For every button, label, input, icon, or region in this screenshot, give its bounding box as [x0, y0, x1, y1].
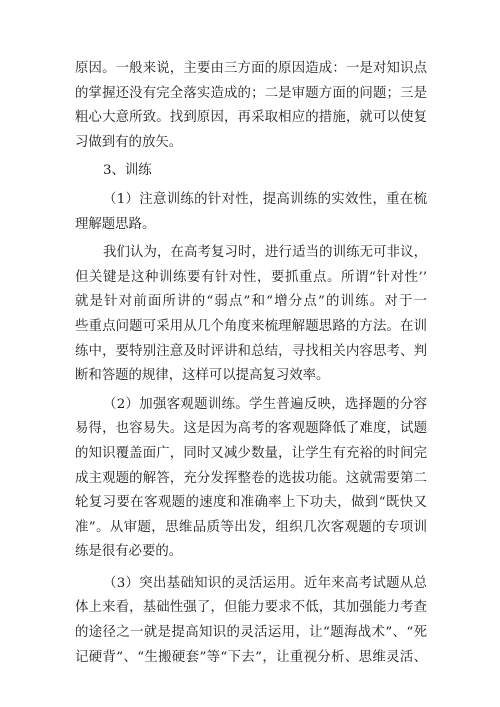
section-heading: 3、训练: [103, 163, 152, 179]
text-line: 的知识覆盖面广，同时又减少数量，让学生有充裕的时间完: [75, 445, 427, 461]
subheading-line: （2）加强客观题训练。学生普遍反映，选择题的分容: [103, 396, 427, 412]
text-line: 记硬背”、“生搬硬套”等“下去”，让重视分析、思维灵活、: [75, 649, 427, 665]
text-line: 就是针对前面所讲的“弱点”和“增分点”的训练。对于一: [75, 294, 427, 310]
text-line: 些重点问题可采用从几个角度来梳理解题思路的方法。在训: [75, 318, 427, 334]
paragraph-first-line: 我们认为，在高考复习时，进行适当的训练无可非议，: [103, 245, 427, 261]
text-line: 易得，也容易失。这是因为高考的客观题降低了难度，试题: [75, 421, 427, 437]
text-line: 粗心大意所致。找到原因，再采取相应的措施，就可以使复: [75, 110, 427, 126]
text-line: 理解题思路。: [75, 216, 156, 232]
text-line: 断和答题的规律，这样可以提高复习效率。: [75, 368, 330, 384]
subheading-line: （3）突出基础知识的灵活运用。近年来高考试题从总: [103, 575, 427, 591]
text-line: 轮复习要在客观题的速度和准确率上下功夫，做到“既快又: [75, 495, 427, 511]
text-line: 练是很有必要的。: [75, 544, 183, 560]
subheading-line: （1）注意训练的针对性，提高训练的实效性，重在梳: [103, 191, 427, 207]
document-body: [75, 57, 427, 670]
text-line: 的途径之一就是提高知识的灵活运用，让“题海战术”、“死: [75, 625, 427, 641]
text-line: 准”。从审题，思维品质等出发，组织几次客观题的专项训: [75, 519, 427, 535]
text-line: 练中，要特别注意及时评讲和总结，寻找相关内容思考、判: [75, 343, 427, 359]
text-line: 的掌握还没有完全落实造成的；二是审题方面的问题；三是: [75, 85, 427, 101]
text-line: 体上来看，基础性强了，但能力要求不低，其加强能力考查: [75, 600, 427, 616]
text-line: 但关键是这种训练要有针对性，要抓重点。所谓“针对性’’: [75, 269, 427, 285]
text-line: 原因。一般来说，主要由三方面的原因造成：一是对知识点: [75, 61, 427, 76]
text-line: 成主观题的解答，充分发挥整卷的选拔功能。这就需要第二: [75, 470, 427, 486]
text-line: 习做到有的放矢。: [75, 134, 183, 150]
